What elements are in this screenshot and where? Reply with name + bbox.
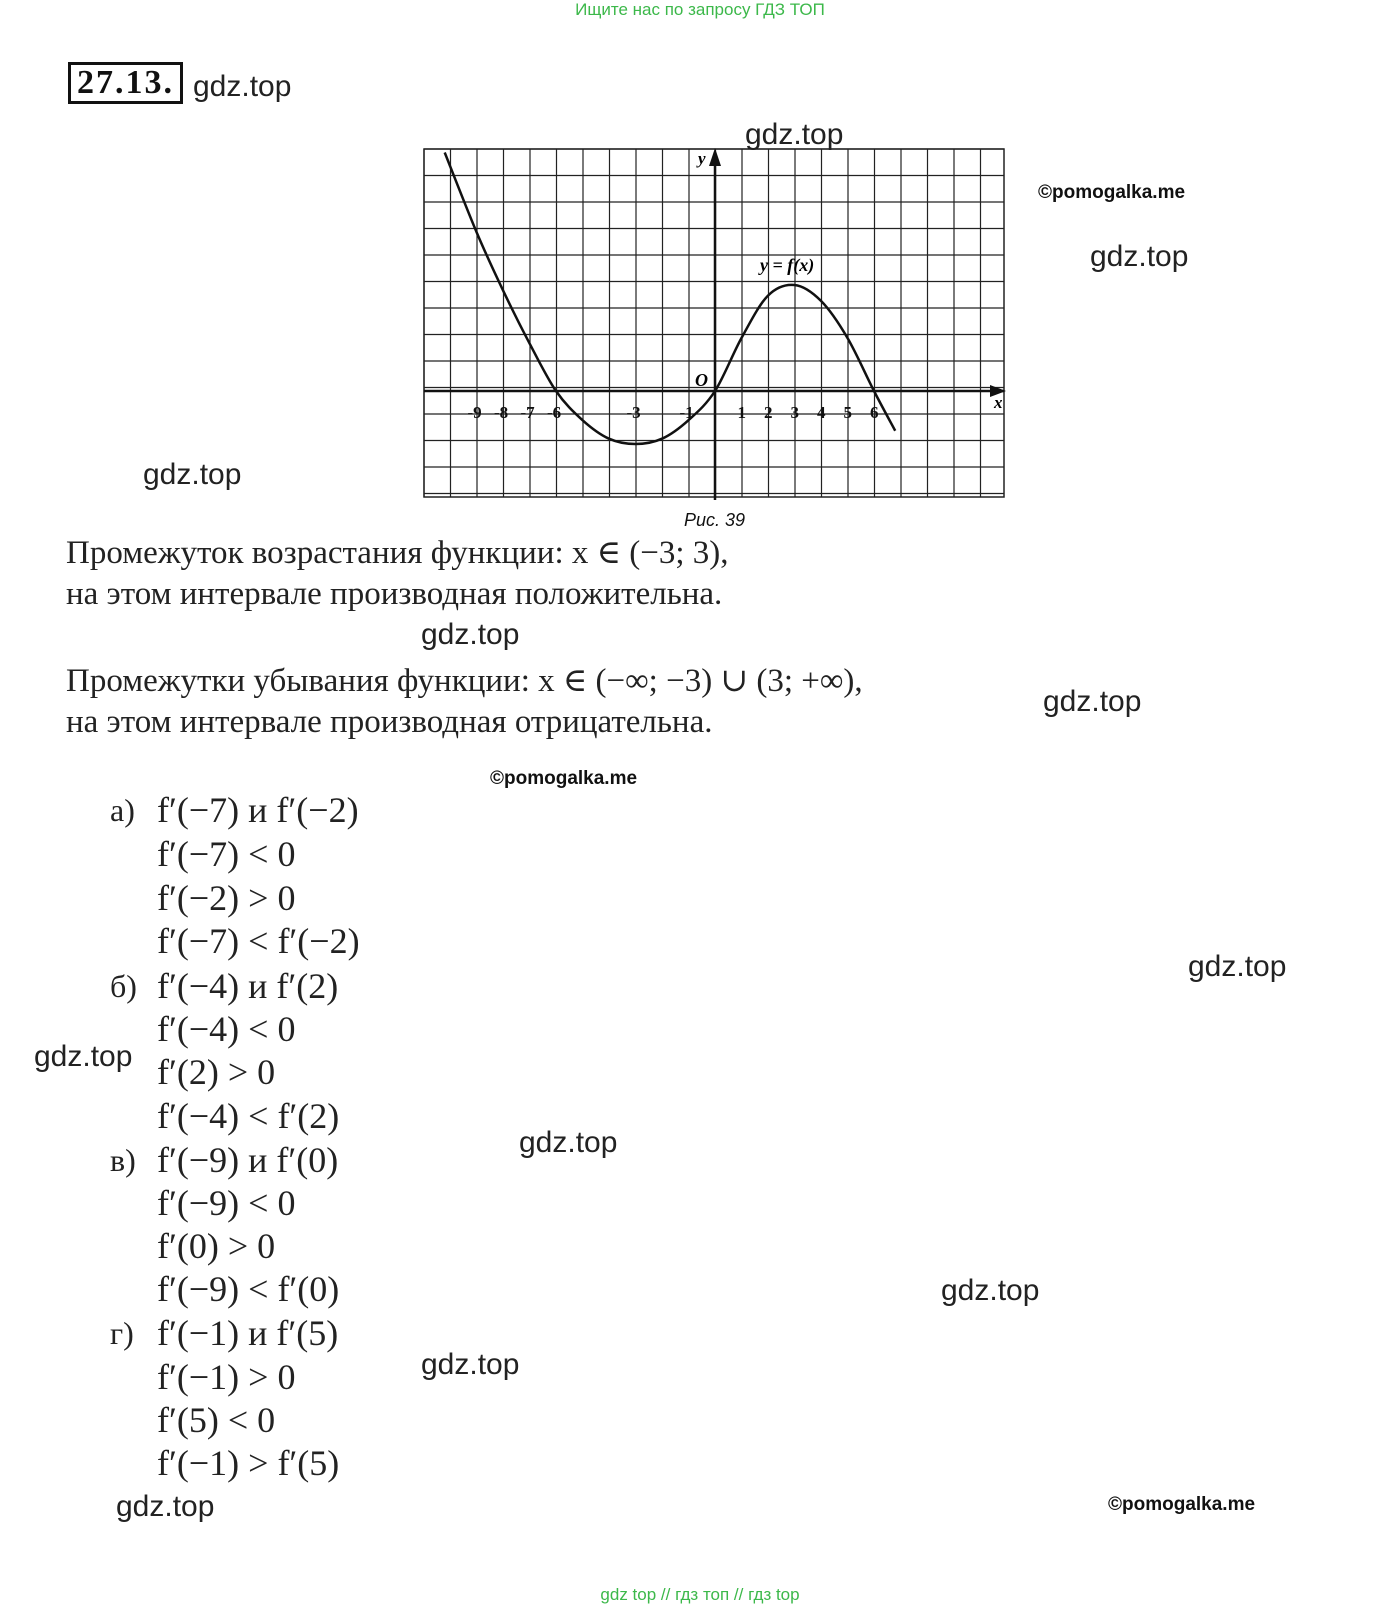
item-label: в) (110, 1142, 136, 1178)
decrease-derivative-text: на этом интервале производная отрицательна. (66, 704, 713, 740)
origin-label: O (695, 370, 708, 390)
x-tick-label: -6 (547, 403, 562, 422)
watermark: gdz.top (116, 1490, 215, 1523)
task-number: 27.13. (68, 62, 183, 104)
x-tick-label: 1 (737, 403, 746, 422)
figure-caption: Рис. 39 (684, 510, 746, 530)
item-line: f′(−7) и f′(−2) (157, 790, 359, 830)
x-tick-label: 4 (817, 403, 826, 422)
item-line: f′(−2) > 0 (157, 878, 296, 918)
x-tick-label: -7 (520, 403, 535, 422)
x-axis-label: x (994, 393, 1003, 412)
item-line: f′(−1) > f′(5) (157, 1443, 340, 1483)
increase-interval-text: Промежуток возрастания функции: x ∈ (−3; 3), (66, 535, 729, 571)
y-axis-label: y (698, 149, 706, 168)
item-line: f′(−4) и f′(2) (157, 966, 339, 1006)
item-line: f′(−1) > 0 (157, 1357, 296, 1397)
watermark: gdz.top (34, 1040, 133, 1073)
item-line: f′(−1) и f′(5) (157, 1313, 339, 1353)
watermark: gdz.top (143, 458, 242, 491)
item-label: г) (110, 1315, 134, 1351)
y-axis-arrow (709, 148, 721, 166)
item-line: f′(−7) < f′(−2) (157, 921, 360, 961)
function-label: y = f(x) (760, 255, 815, 275)
x-tick-label: 6 (870, 403, 879, 422)
item-line: f′(−9) < f′(0) (157, 1269, 340, 1309)
item-label: а) (110, 792, 135, 828)
x-tick-label: 5 (843, 403, 852, 422)
x-tick-label: -3 (626, 403, 641, 422)
x-tick-label: -1 (679, 403, 694, 422)
item-line: f′(−4) < f′(2) (157, 1096, 340, 1136)
x-tick-label: 2 (764, 403, 773, 422)
item-line: f′(0) > 0 (157, 1226, 276, 1266)
watermark: gdz.top (421, 1348, 520, 1381)
tick-labels (468, 403, 879, 422)
watermark: gdz.top (193, 70, 292, 103)
item-line: f′(−4) < 0 (157, 1009, 296, 1049)
watermark: gdz.top (1043, 685, 1142, 718)
item-line: f′(2) > 0 (157, 1052, 276, 1092)
watermark: gdz.top (421, 618, 520, 651)
x-tick-label: 3 (790, 403, 799, 422)
function-curve (445, 153, 896, 445)
watermark: gdz.top (941, 1274, 1040, 1307)
item-line: f′(5) < 0 (157, 1400, 276, 1440)
x-tick-label: -9 (467, 403, 482, 422)
watermark: gdz.top (745, 118, 844, 151)
top-banner[interactable]: Ищите нас по запросу ГДЗ ТОП (575, 0, 825, 19)
copyright-note: ©pomogalka.me (1038, 182, 1186, 203)
footer-links[interactable]: gdz top // гдз топ // гдз top (600, 1585, 800, 1604)
function-graph (420, 140, 1020, 515)
item-line: f′(−9) и f′(0) (157, 1140, 339, 1180)
item-line: f′(−9) < 0 (157, 1183, 296, 1223)
watermark: gdz.top (1090, 240, 1189, 273)
watermark: gdz.top (1188, 950, 1287, 983)
copyright-note: ©pomogalka.me (1108, 1494, 1256, 1515)
decrease-interval-text: Промежутки убывания функции: x ∈ (−∞; −3) ∪ (3; +∞), (66, 663, 863, 699)
copyright-note: ©pomogalka.me (490, 768, 638, 789)
x-tick-label: -8 (494, 403, 509, 422)
increase-derivative-text: на этом интервале производная положительна. (66, 576, 723, 612)
item-line: f′(−7) < 0 (157, 834, 296, 874)
watermark: gdz.top (519, 1126, 618, 1159)
item-label: б) (110, 968, 137, 1004)
chart-axes (424, 148, 1006, 500)
